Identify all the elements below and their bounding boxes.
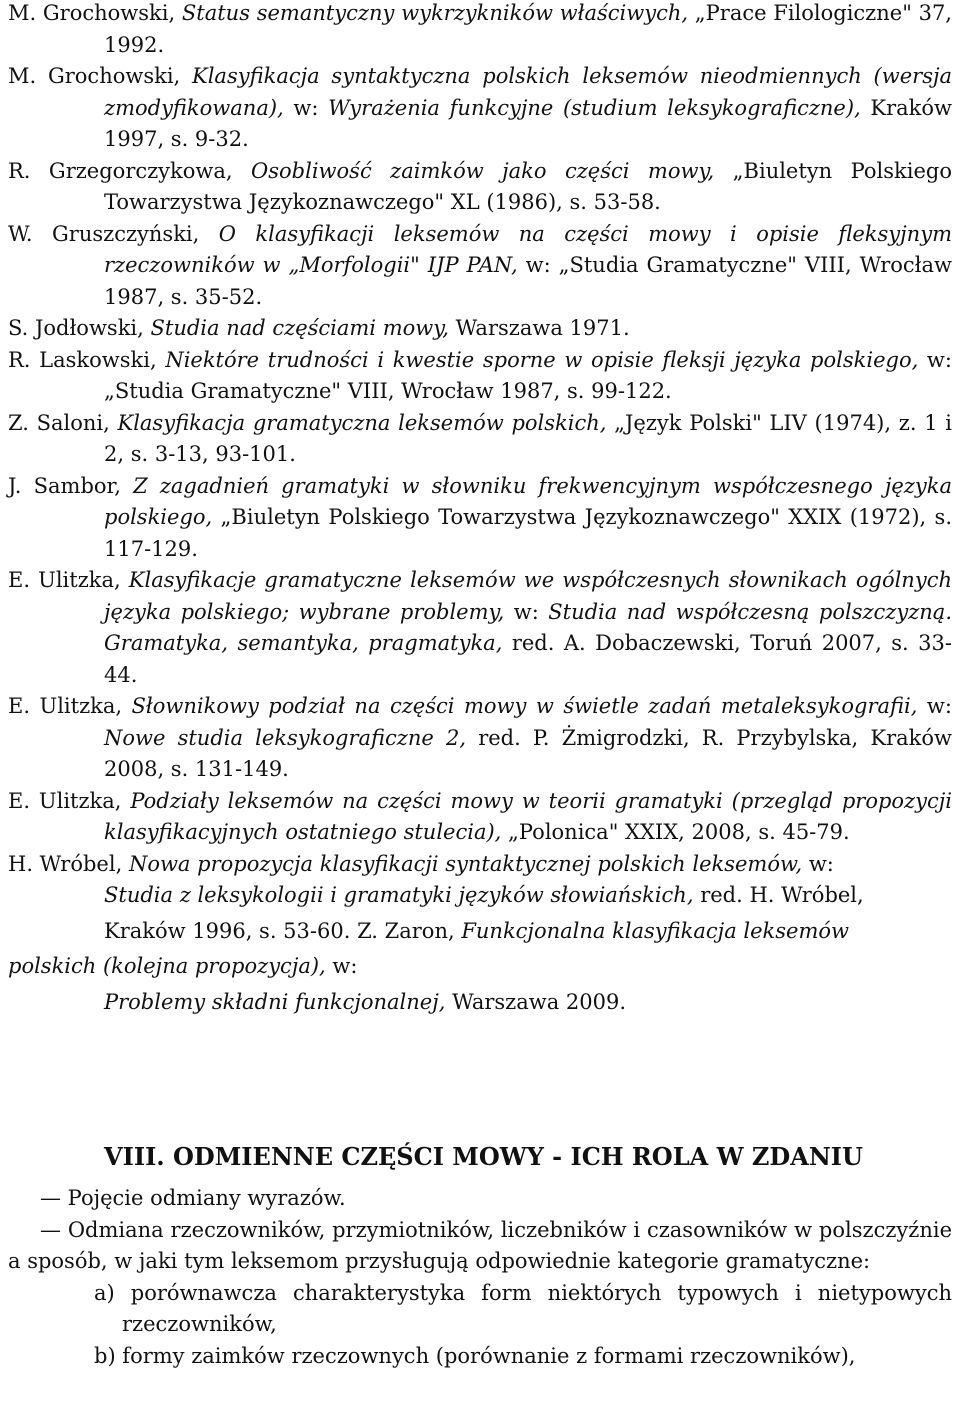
section-heading: VIII. ODMIENNE CZĘŚCI MOWY - ICH ROLA W ZDANIU [104, 1142, 863, 1171]
bib-entry-11: E. Ulitzka, Podziały leksemów na części mowy w teorii gramatyki (przegląd propozycji klasyfikacyjnych ostatniego stulecia), „Polonica" XXIX, 2008, s. 45-79. [8, 788, 952, 844]
bib-entry-3: R. Grzegorczykowa, Osobliwość zaimków jako części mowy, „Biuletyn Polskiego Towarzystwa Językoznawczego" XL (1986), s. 53-58. [8, 158, 952, 214]
bib-entry-12-cont: Studia z leksykologii i gramatyki języków słowiańskich, red. H. Wróbel, [104, 883, 864, 907]
dash-item-1: — Pojęcie odmiany wyrazów. [40, 1186, 346, 1210]
bib-entry-9: E. Ulitzka, Klasyfikacje gramatyczne leksemów we współczesnych słownikach ogólnych języka polskiego; wybrane problemy, w: Studia nad współczesną polszczyzną. Gramatyka, semantyka, pragmatyka, red. A. Dobaczewski, Toruń 2007, s. 33-44. [8, 568, 953, 687]
bib-entry-13-end: Problemy składni funkcjonalnej, Warszawa 2009. [104, 989, 627, 1014]
bib-entry-10: E. Ulitzka, Słownikowy podział na części mowy w świetle zadań metaleksykografii, w: Nowe studia leksykograficzne 2, red. P. Żmigrodzki, R. Przybylska, Kraków 2008, s. 131-149. [8, 694, 952, 781]
bib-entry-5: S. Jodłowski, Studia nad częściami mowy, Warszawa 1971. [8, 316, 630, 340]
sub-item-b: b) formy zaimków rzeczownych (porównanie z formami rzeczowników), [94, 1343, 856, 1368]
bib-entry-13-cont: polskich (kolejna propozycja), w: [8, 954, 358, 978]
sub-item-a: a) porównawcza charakterystyka form niektórych typowych i nietypowych rzeczowników, [94, 1280, 952, 1336]
bib-entry-7: Z. Saloni, Klasyfikacja gramatyczna leksemów polskich, „Język Polski" LIV (1974), z. 1 i 2, s. 3-13, 93-101. [8, 410, 952, 466]
bib-entry-12: H. Wróbel, Nowa propozycja klasyfikacji syntaktycznej polskich leksemów, w: [8, 851, 834, 876]
bib-entry-13: Kraków 1996, s. 53-60. Z. Zaron, Funkcjonalna klasyfikacja leksemów [104, 918, 849, 943]
bib-entry-8: J. Sambor, Z zagadnień gramatyki w słowniku frekwencyjnym współczesnego języka polskiego, „Biuletyn Polskiego Towarzystwa Językoznawczego" XXIX (1972), s. 117-129. [8, 473, 952, 561]
bib-entry-4: W. Gruszczyński, O klasyfikacji leksemów na części mowy i opisie fleksyjnym rzeczowników w „Morfologii" IJP PAN, w: „Studia Gramatyczne" VIII, Wrocław 1987, s. 35-52. [8, 221, 952, 309]
bib-entry-2: M. Grochowski, Klasyfikacja syntaktyczna polskich leksemów nieodmiennych (wersja zmodyfikowana), w: Wyrażenia funkcyjne (studium leksykograficzne), Kraków 1997, s. 9-32. [8, 64, 952, 151]
bib-entry-6: R. Laskowski, Niektóre trudności i kwestie sporne w opisie fleksji języka polskiego, w: „Studia Gramatyczne" VIII, Wrocław 1987, s. 99-122. [8, 347, 952, 403]
section-body [0, 1183, 952, 1372]
dash-item-2: — Odmiana rzeczowników, przymiotników, liczebników i czasowników w polszczyźnie a sposób, w jaki tym leksemom przysługują odpowiednie kategorie gramatyczne: [8, 1217, 952, 1273]
bib-entry-1: M. Grochowski, Status semantyczny wykrzykników właściwych, „Prace Filologiczne" 37, 1992. [8, 1, 952, 57]
